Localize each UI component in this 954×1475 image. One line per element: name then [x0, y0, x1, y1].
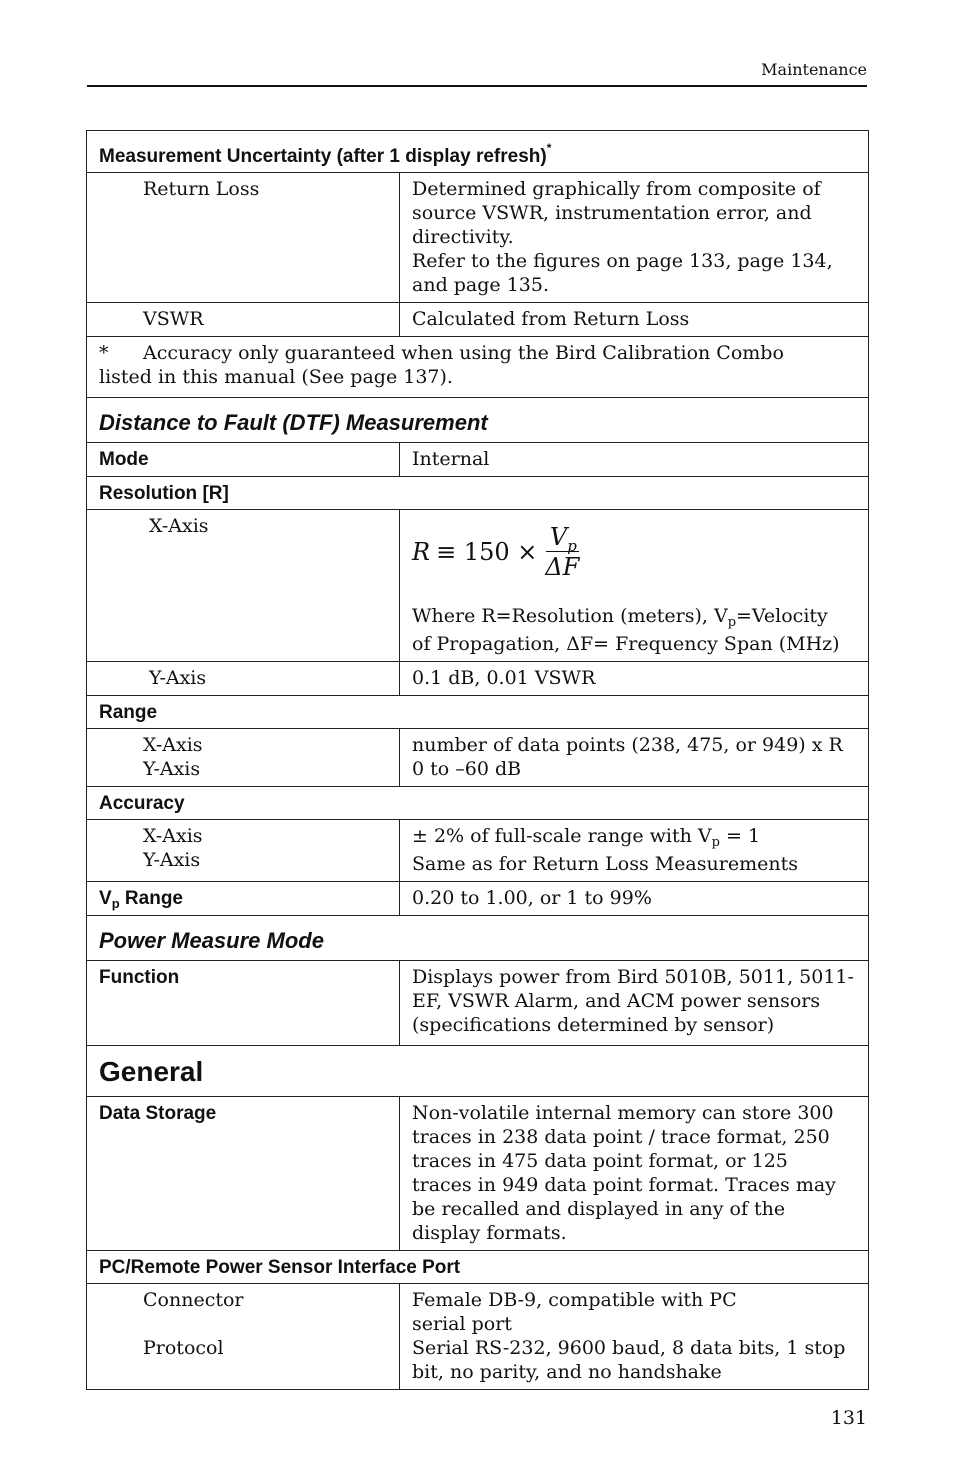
running-head: Maintenance — [761, 60, 867, 79]
general-section-row — [87, 1046, 869, 1097]
where-text: Where R=Resolution (meters), V — [412, 605, 728, 627]
note-line: Accuracy only guaranteed when using the Bird Calibration Combo — [143, 342, 784, 364]
connector-value: serial port — [412, 1313, 512, 1335]
vp-range-value: 0.20 to 1.00, or 1 to 99% — [400, 882, 869, 916]
text-line: source VSWR, instrumentation error, and — [412, 202, 812, 224]
accuracy-y-label: Y-Axis — [143, 849, 201, 871]
mode-row — [87, 443, 869, 477]
resolution-y-row — [87, 662, 869, 696]
accuracy-axis-labels — [87, 820, 400, 882]
accuracy-header-row — [87, 787, 869, 820]
vp-label-rest: Range — [119, 888, 183, 909]
accuracy-x-value-end: = 1 — [719, 825, 761, 847]
text-line: Determined graphically from composite of — [412, 178, 821, 200]
range-label: Range — [87, 696, 869, 729]
mode-label: Mode — [87, 443, 400, 477]
function-row — [87, 961, 869, 1046]
uncertainty-heading — [87, 131, 869, 173]
connector-value: Female DB-9, compatible with PC — [412, 1289, 737, 1311]
text-line: Refer to the figures on page 133, page 134, — [412, 250, 833, 272]
text-line: directivity. — [412, 226, 514, 248]
text-line: EF, VSWR Alarm, and ACM power sensors — [412, 990, 821, 1012]
resolution-header-row — [87, 477, 869, 510]
return-loss-value — [400, 173, 869, 303]
resolution-formula — [412, 518, 856, 586]
range-row — [87, 729, 869, 787]
formula-operator: ≡ 150 × — [436, 538, 538, 566]
protocol-value: bit, no parity, and no handshake — [412, 1361, 722, 1383]
formula-denominator: ΔF — [545, 552, 580, 581]
footnote-marker: * — [546, 141, 552, 155]
where-subscript: p — [727, 615, 737, 630]
range-y-label: Y-Axis — [143, 758, 201, 780]
protocol-value: Serial RS-232, 9600 baud, 8 data bits, 1 stop — [412, 1337, 846, 1359]
data-storage-label: Data Storage — [87, 1097, 400, 1251]
port-label: PC/Remote Power Sensor Interface Port — [87, 1251, 869, 1284]
text-line: and page 135. — [412, 274, 550, 296]
accuracy-x-label: X-Axis — [143, 825, 203, 847]
range-y-value: 0 to –60 dB — [412, 758, 522, 780]
vswr-row — [87, 303, 869, 337]
range-values — [400, 729, 869, 787]
note-marker: * — [99, 342, 109, 364]
text-line: (specifications determined by sensor) — [412, 1014, 775, 1036]
resolution-y-value: 0.1 dB, 0.01 VSWR — [400, 662, 869, 696]
function-label: Function — [87, 961, 400, 1046]
vp-label: V — [99, 888, 112, 909]
accuracy-row — [87, 820, 869, 882]
dtf-section-title: Distance to Fault (DTF) Measurement — [87, 398, 869, 443]
formula-lhs: R — [412, 538, 431, 566]
text-line: traces in 238 data point / trace format, 250 — [412, 1126, 830, 1148]
data-storage-value — [400, 1097, 869, 1251]
connector-label: Connector — [143, 1289, 244, 1311]
range-header-row — [87, 696, 869, 729]
port-row — [87, 1284, 869, 1390]
return-loss-row — [87, 173, 869, 303]
dtf-section-row — [87, 398, 869, 443]
uncertainty-header-row — [87, 131, 869, 173]
uncertainty-title: Measurement Uncertainty (after 1 display refresh) — [99, 146, 547, 167]
header-rule — [87, 85, 867, 87]
vp-range-label — [87, 882, 400, 916]
vswr-label: VSWR — [87, 303, 400, 337]
protocol-label: Protocol — [143, 1337, 224, 1359]
general-section-title: General — [87, 1046, 869, 1097]
accuracy-label: Accuracy — [87, 787, 869, 820]
where-text: =Velocity — [736, 605, 828, 627]
mode-value: Internal — [400, 443, 869, 477]
accuracy-values — [400, 820, 869, 882]
range-axis-labels — [87, 729, 400, 787]
power-section-title: Power Measure Mode — [87, 916, 869, 961]
data-storage-row — [87, 1097, 869, 1251]
specifications-table — [86, 130, 869, 1390]
text-line: Displays power from Bird 5010B, 5011, 5011- — [412, 966, 854, 988]
text-line: display formats. — [412, 1222, 567, 1244]
formula-numerator: V — [549, 522, 568, 551]
port-labels — [87, 1284, 400, 1390]
return-loss-label: Return Loss — [87, 173, 400, 303]
range-x-value: number of data points (238, 475, or 949) x R — [412, 734, 843, 756]
resolution-x-row — [87, 510, 869, 662]
resolution-x-label: X-Axis — [87, 510, 400, 662]
text-line: traces in 949 data point format. Traces may — [412, 1174, 836, 1196]
text-line: be recalled and displayed in any of the — [412, 1198, 786, 1220]
function-value — [400, 961, 869, 1046]
text-line: Non-volatile internal memory can store 300 — [412, 1102, 834, 1124]
resolution-label: Resolution [R] — [87, 477, 869, 510]
port-header-row — [87, 1251, 869, 1284]
text-line: traces in 475 data point format, or 125 — [412, 1150, 788, 1172]
where-text: of Propagation, ΔF= Frequency Span (MHz) — [412, 633, 840, 655]
range-x-label: X-Axis — [143, 734, 203, 756]
vp-subscript: p — [111, 896, 120, 911]
vswr-value: Calculated from Return Loss — [400, 303, 869, 337]
formula-fraction — [545, 523, 579, 582]
accuracy-note-row — [87, 337, 869, 398]
vp-range-row — [87, 882, 869, 916]
accuracy-x-value: ± 2% of full-scale range with V — [412, 825, 712, 847]
accuracy-y-value: Same as for Return Loss Measurements — [412, 853, 798, 875]
power-section-row — [87, 916, 869, 961]
accuracy-note — [87, 337, 869, 398]
port-values — [400, 1284, 869, 1390]
note-line: listed in this manual (See page 137). — [99, 366, 453, 388]
resolution-y-label: Y-Axis — [87, 662, 400, 696]
page-number: 131 — [830, 1407, 867, 1429]
formula-subscript: p — [567, 536, 577, 555]
accuracy-x-subscript: p — [711, 835, 720, 850]
resolution-x-value — [400, 510, 869, 662]
